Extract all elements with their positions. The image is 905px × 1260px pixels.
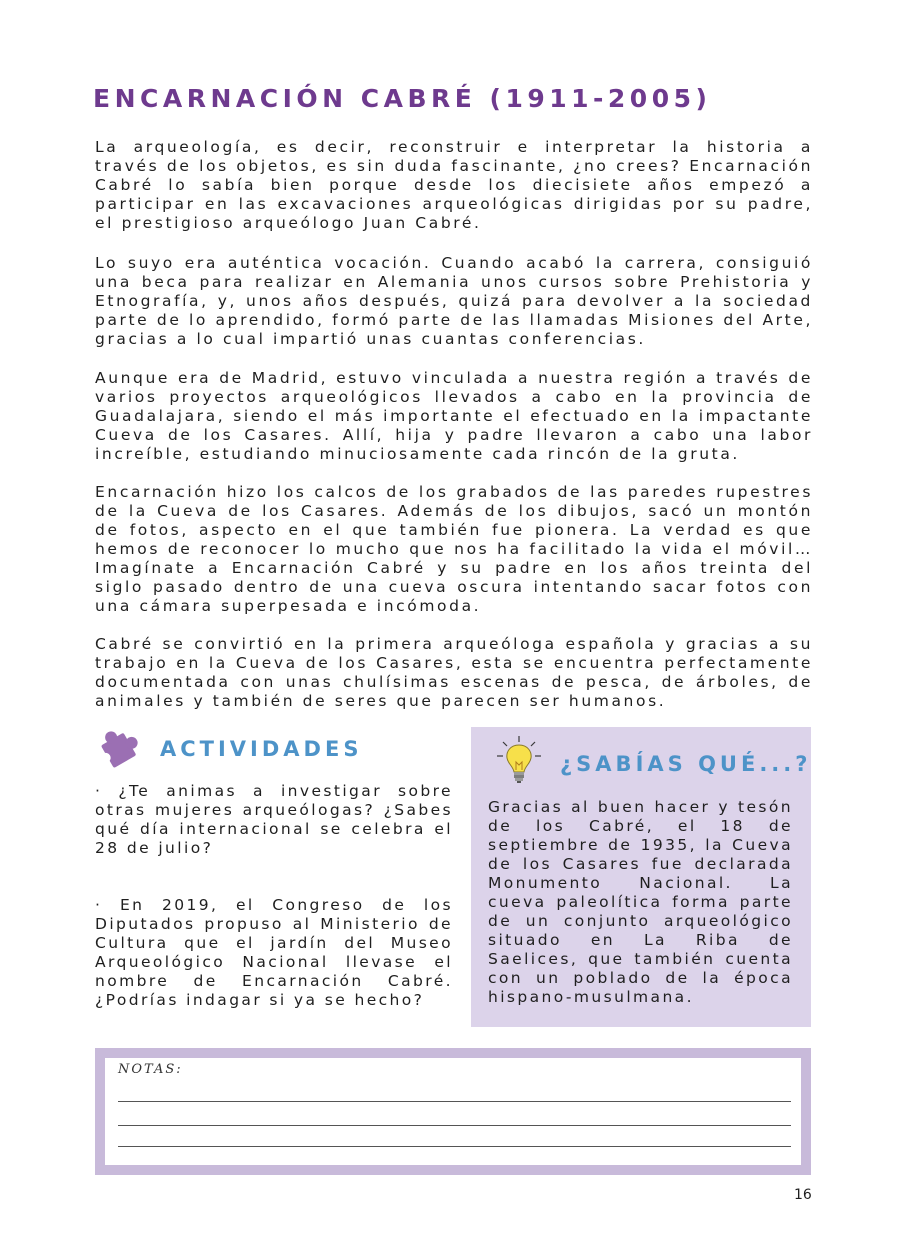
notes-label: NOTAS: xyxy=(118,1062,183,1077)
body-paragraph: La arqueología, es decir, reconstruir e interpretar la historia a través de los objetos, es sin duda fascinante, ¿no crees? Encarnación Cabré lo sabía bien porque desde los diecisiete años empezó a participar en las excavaciones arqueológicas dirigidas por su padre, el prestigioso arqueólogo Juan Cabré. xyxy=(95,138,813,232)
body-paragraph: Aunque era de Madrid, estuvo vinculada a nuestra región a través de varios proyectos arqueológicos llevados a cabo en la provincia de Guadalajara, siendo el más importante el efectuado en la impactante Cueva de los Casares. Allí, hija y padre llevaron a cabo una labor increíble, estudiando minuciosamente cada rincón de la gruta. xyxy=(95,369,813,463)
note-line xyxy=(118,1101,791,1102)
body-paragraph: Encarnación hizo los calcos de los grabados de las paredes rupestres de la Cueva de los Casares. Además de los dibujos, sacó un montón de fotos, aspecto en el que también fue pionera. La verdad es que hemos de reconocer lo mucho que nos ha facilitado la vida el móvil… Imagínate a Encarnación Cabré y su padre en los años treinta del siglo pasado dentro de una cueva oscura intentando sacar fotos con una cámara superpesada e incómoda. xyxy=(95,483,813,615)
page-number: 16 xyxy=(794,1187,812,1203)
note-line xyxy=(118,1146,791,1147)
activity-item: · ¿Te animas a investigar sobre otras mujeres arqueólogas? ¿Sabes qué día internacional se celebra el 28 de julio? xyxy=(95,782,453,857)
sabias-que-text: Gracias al buen hacer y tesón de los Cabré, el 18 de septiembre de 1935, la Cueva de los Casares fue declarada Monumento Nacional. La cueva paleolítica forma parte de un conjunto arqueológico situado en La Riba de Saelices, que también cuenta con un poblado de la época hispano-musulmana. xyxy=(488,798,793,1006)
activities-heading: ACTIVIDADES xyxy=(160,737,363,761)
body-paragraph: Cabré se convirtió en la primera arqueóloga española y gracias a su trabajo en la Cueva de los Casares, esta se encuentra perfectamente documentada con unas chulísimas escenas de pesca, de árboles, de animales y también de seres que parecen ser humanos. xyxy=(95,635,813,710)
page-title: ENCARNACIÓN CABRÉ (1911-2005) xyxy=(93,84,712,113)
note-line xyxy=(118,1125,791,1126)
body-paragraph: Lo suyo era auténtica vocación. Cuando acabó la carrera, consiguió una beca para realizar en Alemania unos cursos sobre Prehistoria y Etnografía, y, unos años después, quizá para devolver a la sociedad parte de lo aprendido, formó parte de las llamadas Misiones del Arte, gracias a lo cual impartió unas cuantas conferencias. xyxy=(95,254,813,348)
sabias-que-heading: ¿SABÍAS QUÉ...? xyxy=(560,752,812,776)
lightbulb-icon xyxy=(494,734,544,786)
puzzle-icon xyxy=(94,724,144,774)
notes-box[interactable] xyxy=(95,1048,811,1175)
activity-item: · En 2019, el Congreso de los Diputados propuso al Ministerio de Cultura que el jardín del Museo Arqueológico Nacional llevase el nombre de Encarnación Cabré. ¿Podrías indagar si ya se hecho? xyxy=(95,896,453,1009)
